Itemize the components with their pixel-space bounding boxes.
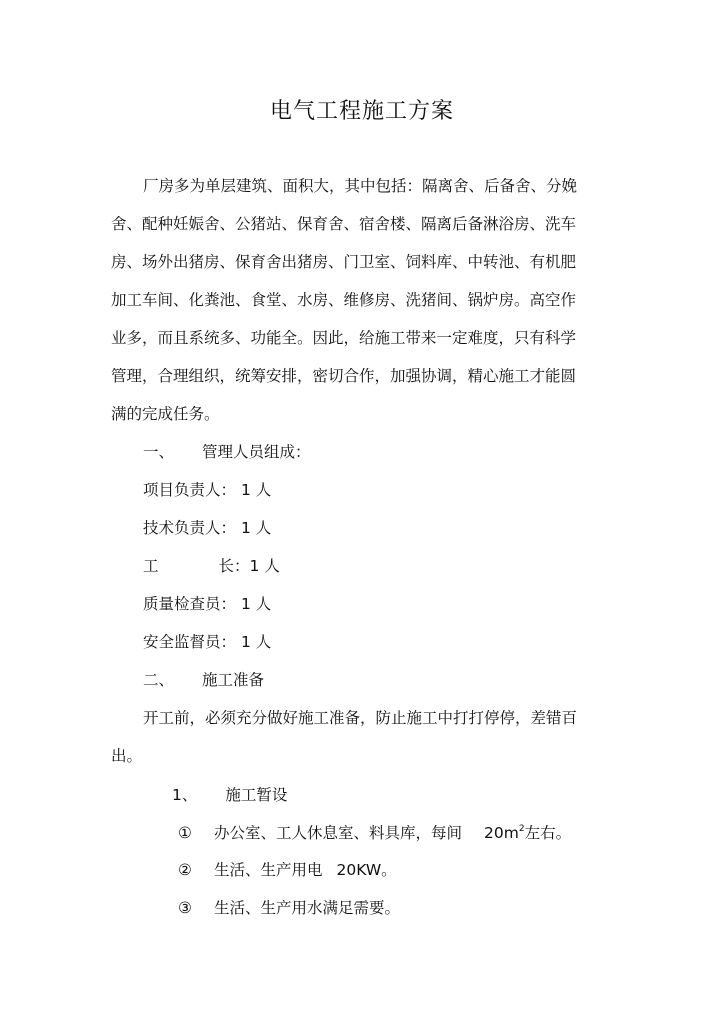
list-item-text: 生活、生产用电 — [214, 861, 323, 879]
list-item — [214, 897, 400, 919]
section-number: 一、 — [143, 443, 175, 461]
staff-role: 质量检查员： — [143, 595, 237, 613]
staff-count: 1 人 — [240, 633, 272, 651]
superscript: 2 — [518, 824, 525, 834]
staff-count: 1 人 — [240, 481, 272, 499]
list-item-marker: ③ — [178, 899, 192, 917]
list-item-value: 20m — [484, 824, 519, 842]
staff-row — [143, 555, 280, 577]
staff-role: 项目负责人： — [143, 481, 237, 499]
staff-row — [143, 479, 271, 501]
subsection-title: 施工暂设 — [225, 786, 288, 804]
document-title: 电气工程施工方案 — [269, 99, 454, 124]
list-item-value: 20KW。 — [336, 861, 397, 879]
intro-line: 加工车间、化粪池、食堂、水房、维修房、洗猪间、锅炉房。高空作 — [111, 291, 577, 309]
staff-row — [143, 593, 271, 615]
intro-line: 厂房多为单层建筑、面积大，其中包括：隔离舍、后备舍、分娩 — [143, 177, 578, 195]
staff-count: 1 人 — [249, 557, 280, 575]
list-item — [214, 859, 397, 881]
staff-count: 1 人 — [240, 595, 272, 613]
list-item-text: 办公室、工人休息室、料具库，每间 — [214, 824, 463, 842]
section-1-heading — [143, 441, 311, 463]
staff-row — [143, 517, 271, 539]
intro-line: 业多，而且系统多、功能全。因此，给施工带来一定难度，只有科学 — [111, 329, 577, 347]
intro-line: 房、场外出猪房、保育舍出猪房、门卫室、饲料库、中转池、有机肥 — [111, 253, 577, 271]
section-title: 施工准备 — [202, 671, 265, 689]
section-2-para-line: 出。 — [111, 747, 143, 765]
staff-role: 长： — [218, 557, 250, 575]
section-title: 管理人员组成： — [202, 443, 311, 461]
section-number: 二、 — [143, 671, 175, 689]
section-2-para-line: 开工前，必须充分做好施工准备，防止施工中打打停停，差错百 — [143, 709, 578, 727]
intro-line: 舍、配种妊娠舍、公猪站、保育舍、宿舍楼、隔离后备淋浴房、洗车 — [111, 215, 577, 233]
subsection-number: 1、 — [172, 786, 198, 804]
intro-line: 满的完成任务。 — [111, 405, 220, 423]
list-item-tail: 左右。 — [524, 824, 572, 842]
list-item — [214, 822, 571, 844]
staff-count: 1 人 — [240, 519, 272, 537]
list-item-marker: ① — [178, 824, 192, 842]
staff-row — [143, 631, 271, 653]
list-item-marker: ② — [178, 861, 192, 879]
staff-role: 工 — [143, 557, 159, 575]
list-item-text: 生活、生产用水满足需要。 — [214, 899, 401, 917]
intro-line: 管理，合理组织，统筹安排，密切合作，加强协调，精心施工才能圆 — [111, 367, 577, 385]
section-2-heading — [143, 669, 264, 691]
subsection-1-heading — [172, 784, 287, 806]
staff-role: 安全监督员： — [143, 633, 237, 651]
staff-role: 技术负责人： — [143, 519, 237, 537]
